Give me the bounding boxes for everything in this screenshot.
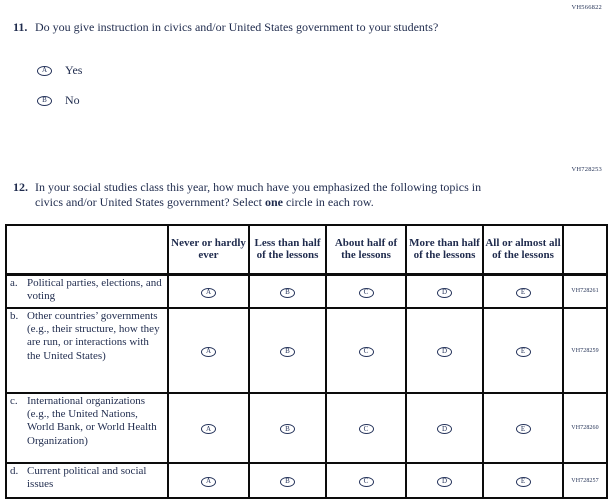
answer-bubble-a[interactable]: A [201, 477, 216, 487]
answer-bubble-c[interactable]: C [359, 347, 374, 357]
bubble-cell-c-d [406, 393, 483, 463]
question-12-text-bold: one [264, 194, 283, 209]
answer-bubble-e[interactable]: E [516, 288, 531, 298]
answer-bubble-e[interactable]: E [516, 347, 531, 357]
answer-bubble-a[interactable]: A [201, 288, 216, 298]
answer-bubble-e[interactable]: E [516, 424, 531, 434]
answer-bubble-d[interactable]: D [437, 347, 452, 357]
bubble-cell-c-c [326, 393, 406, 463]
row-item-letter: a. [10, 276, 18, 289]
q11-option-yes-label: Yes [65, 63, 83, 77]
matrix-body [6, 274, 607, 498]
bubble-cell-a-a [168, 274, 249, 308]
matrix-header [6, 225, 607, 274]
column-header-1: Never or hardly ever [168, 225, 249, 274]
answer-bubble-e[interactable]: E [516, 477, 531, 487]
bubble-cell-b-d [406, 308, 483, 393]
question-12-number: 12. [13, 180, 28, 194]
row-item-text: International organizations (e.g., the United Nations, World Bank, or World Health Organization) [27, 395, 157, 447]
table-row-b [6, 308, 607, 393]
q11-option-no-label: No [65, 93, 80, 107]
q11-option-no[interactable] [37, 93, 80, 108]
question-12-text-pre: In your social studies class this year, how much have you emphasized the following topics in civics and/or United States government? Select [35, 180, 482, 209]
question-11 [13, 20, 493, 35]
row-label-a [6, 274, 168, 308]
question-11-number: 11. [13, 20, 28, 34]
answer-bubble-b[interactable]: B [280, 477, 295, 487]
matrix-header-empty-code [563, 225, 607, 274]
answer-bubble-a[interactable]: A [37, 66, 52, 76]
answer-bubble-d[interactable]: D [437, 424, 452, 434]
column-header-4: More than half of the lessons [406, 225, 483, 274]
row-item-text: Other countries’ governments (e.g., their structure, how they are run, or interactions with the United States) [27, 310, 160, 362]
row-code: VH728257 [563, 463, 607, 498]
bubble-cell-a-c [326, 274, 406, 308]
bubble-cell-a-e [483, 274, 563, 308]
q11-option-yes[interactable] [37, 63, 82, 78]
row-item-text: Political parties, elections, and voting [27, 276, 162, 302]
column-header-2: Less than half of the lessons [249, 225, 326, 274]
row-item-text: Current political and social issues [27, 465, 147, 491]
answer-bubble-a[interactable]: A [201, 424, 216, 434]
table-row-d [6, 463, 607, 498]
bubble-cell-c-e [483, 393, 563, 463]
question-12 [13, 180, 493, 209]
answer-bubble-d[interactable]: D [437, 288, 452, 298]
matrix-header-empty-label [6, 225, 168, 274]
answer-bubble-b[interactable]: B [280, 347, 295, 357]
emphasis-matrix-table [5, 224, 608, 499]
bubble-cell-d-a [168, 463, 249, 498]
bubble-cell-b-c [326, 308, 406, 393]
answer-bubble-c[interactable]: C [359, 424, 374, 434]
bubble-cell-b-a [168, 308, 249, 393]
bubble-cell-b-b [249, 308, 326, 393]
question-12-text-post: circle in each row. [282, 194, 374, 209]
answer-bubble-b[interactable]: B [37, 96, 52, 106]
question-12-code: VH728253 [571, 166, 602, 173]
bubble-cell-d-b [249, 463, 326, 498]
question-12-text [35, 180, 493, 209]
answer-bubble-c[interactable]: C [359, 288, 374, 298]
bubble-cell-c-a [168, 393, 249, 463]
bubble-cell-d-c [326, 463, 406, 498]
table-row-c [6, 393, 607, 463]
table-row-a [6, 274, 607, 308]
bubble-cell-b-e [483, 308, 563, 393]
row-label-c [6, 393, 168, 463]
row-item-letter: b. [10, 310, 19, 322]
question-11-text: Do you give instruction in civics and/or United States government to your students? [35, 20, 439, 34]
bubble-cell-d-e [483, 463, 563, 498]
bubble-cell-c-b [249, 393, 326, 463]
row-code: VH728259 [563, 308, 607, 393]
answer-bubble-c[interactable]: C [359, 477, 374, 487]
answer-bubble-b[interactable]: B [280, 288, 295, 298]
row-label-b [6, 308, 168, 393]
row-item-letter: d. [10, 465, 19, 477]
bubble-cell-a-b [249, 274, 326, 308]
bubble-cell-a-d [406, 274, 483, 308]
row-code: VH728260 [563, 393, 607, 463]
matrix-header-row [6, 225, 607, 274]
row-item-letter: c. [10, 395, 18, 407]
row-label-d [6, 463, 168, 498]
answer-bubble-a[interactable]: A [201, 347, 216, 357]
answer-bubble-d[interactable]: D [437, 477, 452, 487]
column-header-3: About half of the lessons [326, 225, 406, 274]
answer-bubble-b[interactable]: B [280, 424, 295, 434]
bubble-cell-d-d [406, 463, 483, 498]
question-11-code: VH566822 [571, 4, 602, 11]
column-header-5: All or almost all of the lessons [483, 225, 563, 274]
row-code: VH728261 [563, 274, 607, 308]
